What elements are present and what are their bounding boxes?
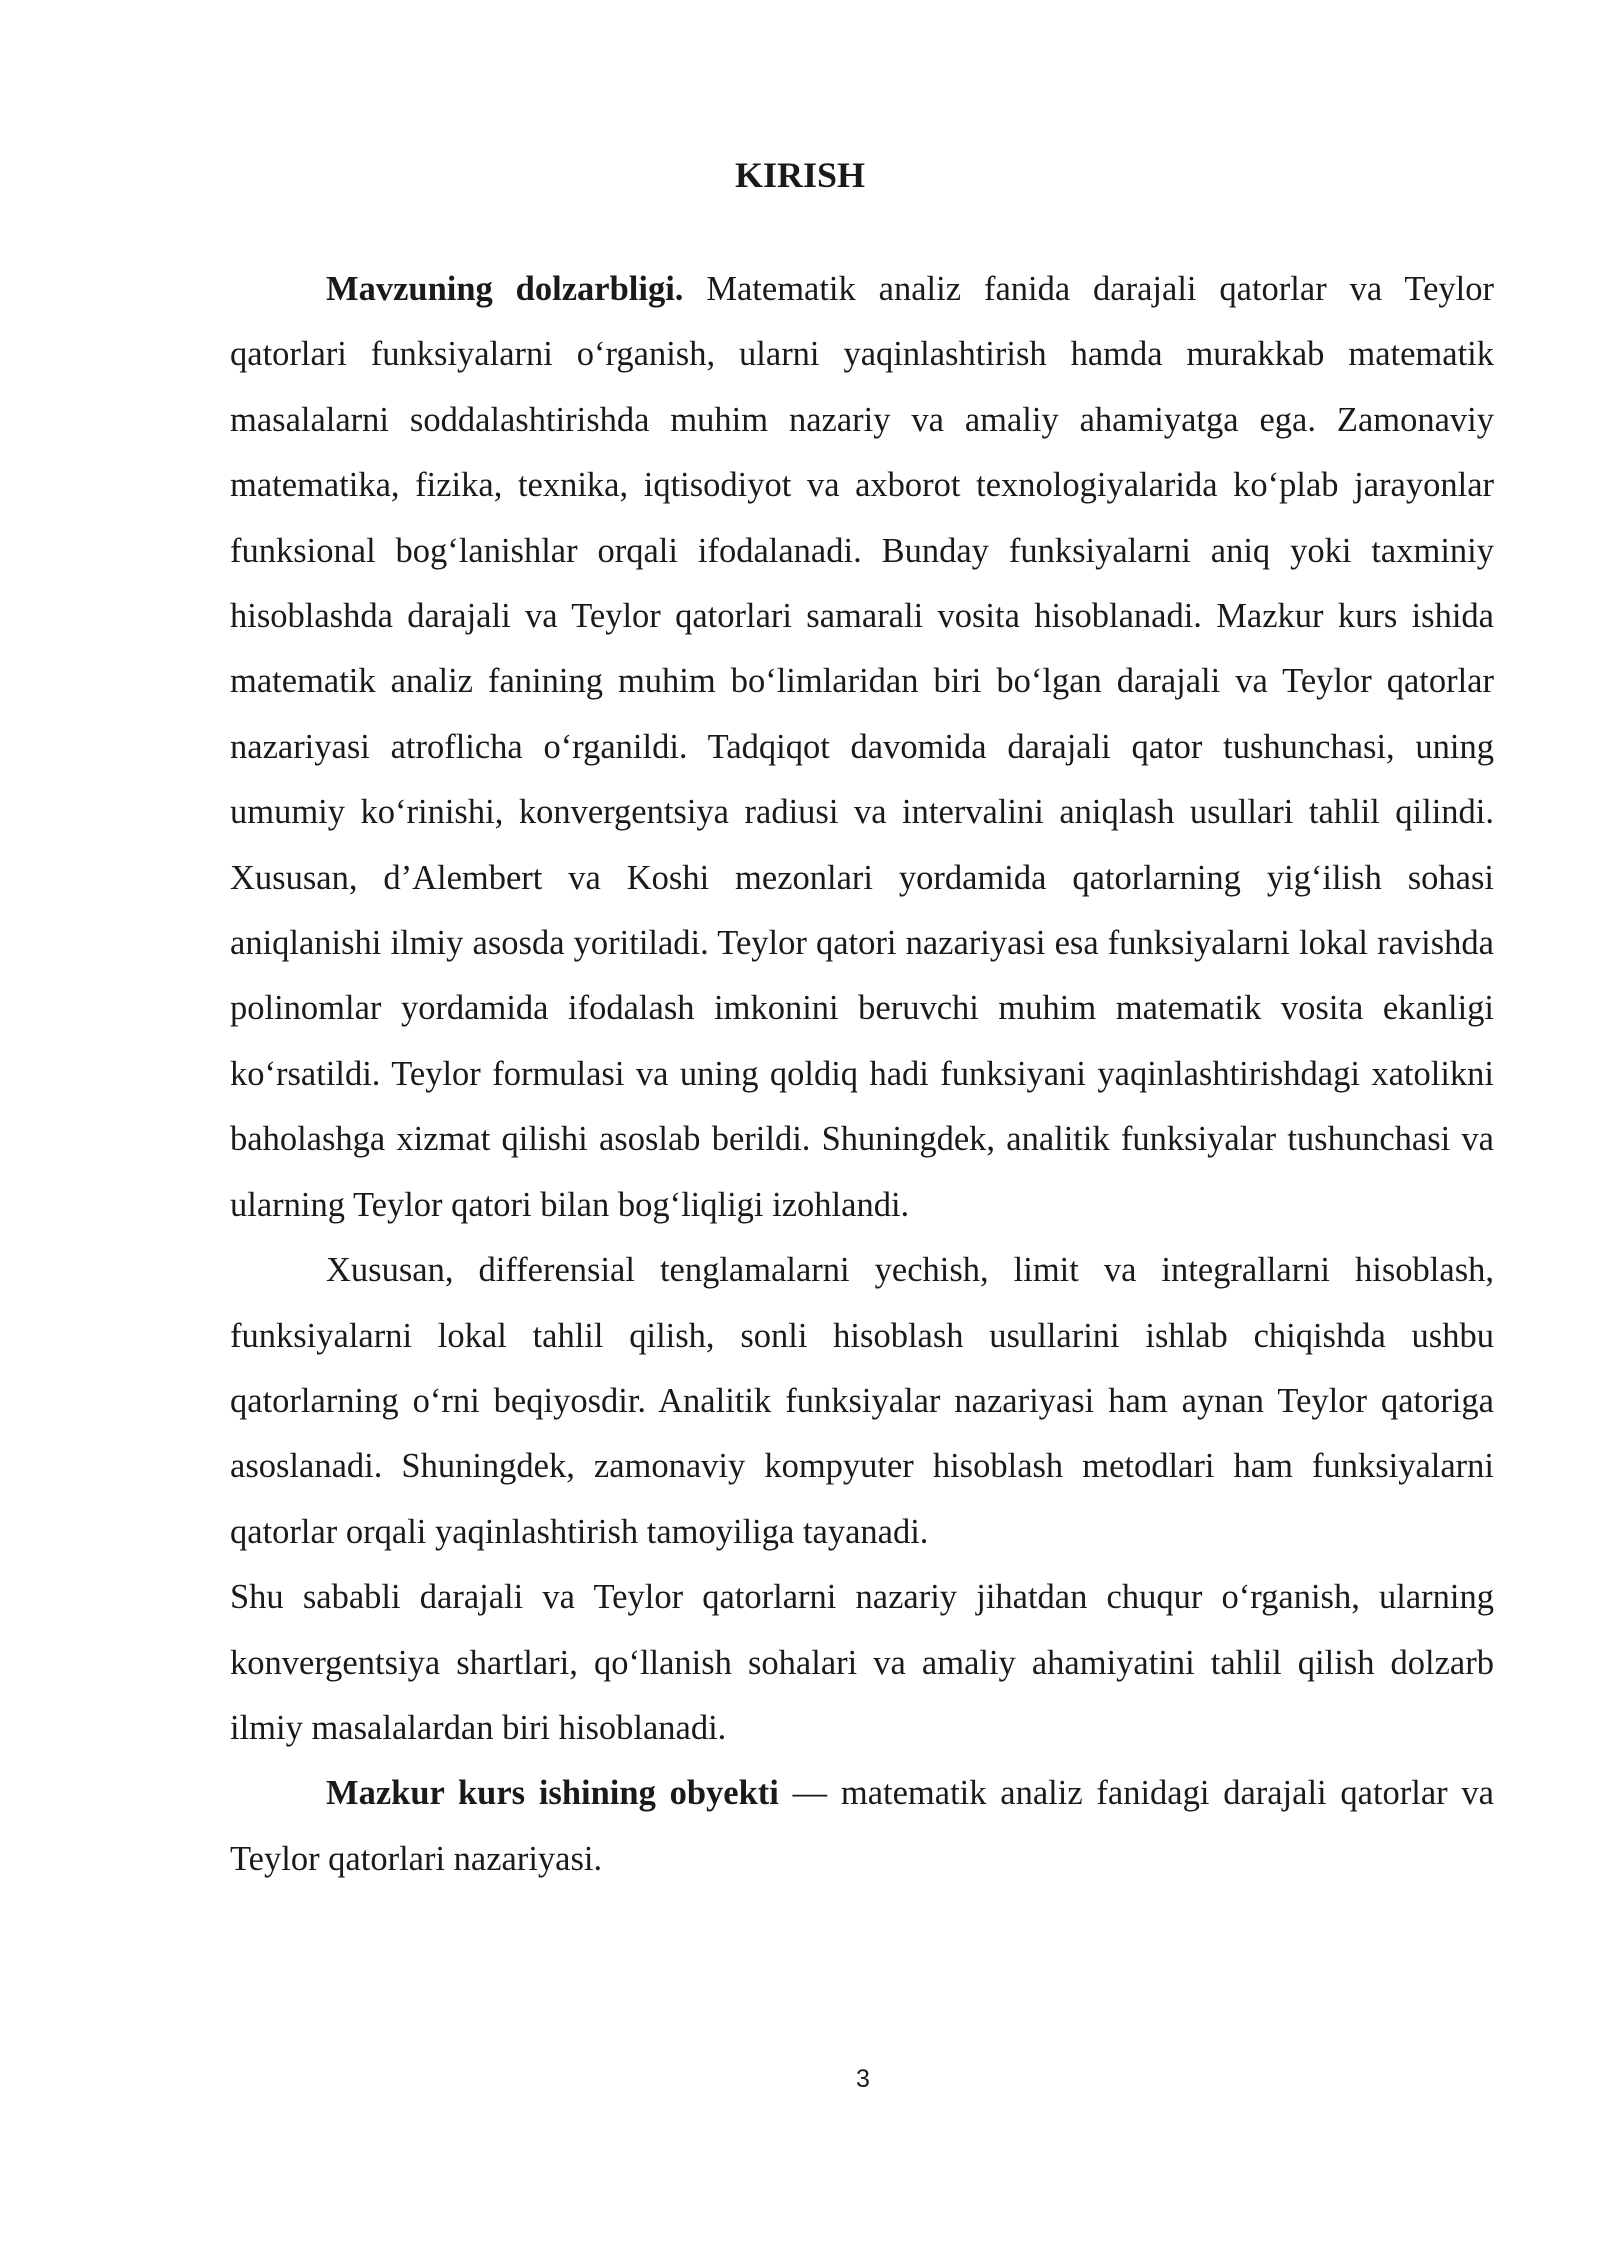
page-title: KIRISH (734, 155, 866, 195)
paragraph-lead-relevance: Mavzuning dolzarbligi. (326, 270, 684, 308)
paragraph-conclusion (230, 1565, 1494, 1761)
paragraph-text-applications: Xususan, differensial tenglamalarni yechish, limit va integrallarni hisoblash, funksiyalarni lokal tahlil qilish, sonli hisoblash usullarini ishlab chiqishda ushbu qatorlarning o‘rni beqiyosdir. Analitik funksiyalar nazariyasi ham aynan Teylor qatoriga asoslanadi. Shuningdek, zamonaviy kompyuter hisoblash metodlari ham funksiyalarni qatorlar orqali yaqinlashtirish tamoyiliga tayanadi. (230, 1251, 1494, 1551)
paragraph-lead-object: Mazkur kurs ishining obyekti (326, 1774, 779, 1813)
paragraph-applications (230, 1238, 1494, 1565)
document-body (230, 257, 1494, 1892)
paragraph-relevance (230, 257, 1494, 1238)
paragraph-text-conclusion: Shu sababli darajali va Teylor qatorlarni nazariy jihatdan chuqur o‘rganish, ularning konvergentsiya shartlari, qo‘llanish sohalari va amaliy ahamiyatini tahlil qilish dolzarb ilmiy masalalardan biri hisoblanadi. (230, 1578, 1494, 1747)
page-number: 3 (856, 2065, 870, 2093)
paragraph-text-object: — matematik analiz fanidagi darajali qatorlar va Teylor qatorlari nazariyasi. (230, 1774, 1494, 1878)
paragraph-text-relevance: Matematik analiz fanida darajali qatorlar va Teylor qatorlari funksiyalarni o‘rganish, ularni yaqinlashtirish hamda murakkab matematik masalalarni soddalashtirishda muhim nazariy va amaliy ahamiyatga ega. Zamonaviy matematika, fizika, texnika, iqtisodiyot va axborot texnologiyalarida ko‘plab jarayonlar funksional bog‘lanishlar orqali ifodalanadi. Bunday funksiyalarni aniq yoki taxminiy hisoblashda darajali va Teylor qatorlari samarali vosita hisoblanadi. Mazkur kurs ishida matematik analiz fanining muhim bo‘limlaridan biri bo‘lgan darajali va Teylor qatorlar nazariyasi atroflicha o‘rganildi. Tadqiqot davomida darajali qator tushunchasi, uning umumiy ko‘rinishi, konvergentsiya radiusi va intervalini aniqlash usullari tahlil qilindi. Xususan, d’Alembert va Koshi mezonlari yordamida qatorlarning yig‘ilish sohasi aniqlanishi ilmiy asosda yoritiladi. Teylor qatori nazariyasi esa funksiyalarni lokal ravishda polinomlar yordamida ifodalash imkonini beruvchi muhim matematik vosita ekanligi ko‘rsatildi. Teylor formulasi va uning qoldiq hadi funksiyani yaqinlashtirishdagi xatolikni baholashga xizmat qilishi asoslab berildi. Shuningdek, analitik funksiyalar tushunchasi va ularning Teylor qatori bilan bog‘liqligi izohlandi. (230, 270, 1494, 1224)
paragraph-object (230, 1761, 1494, 1892)
